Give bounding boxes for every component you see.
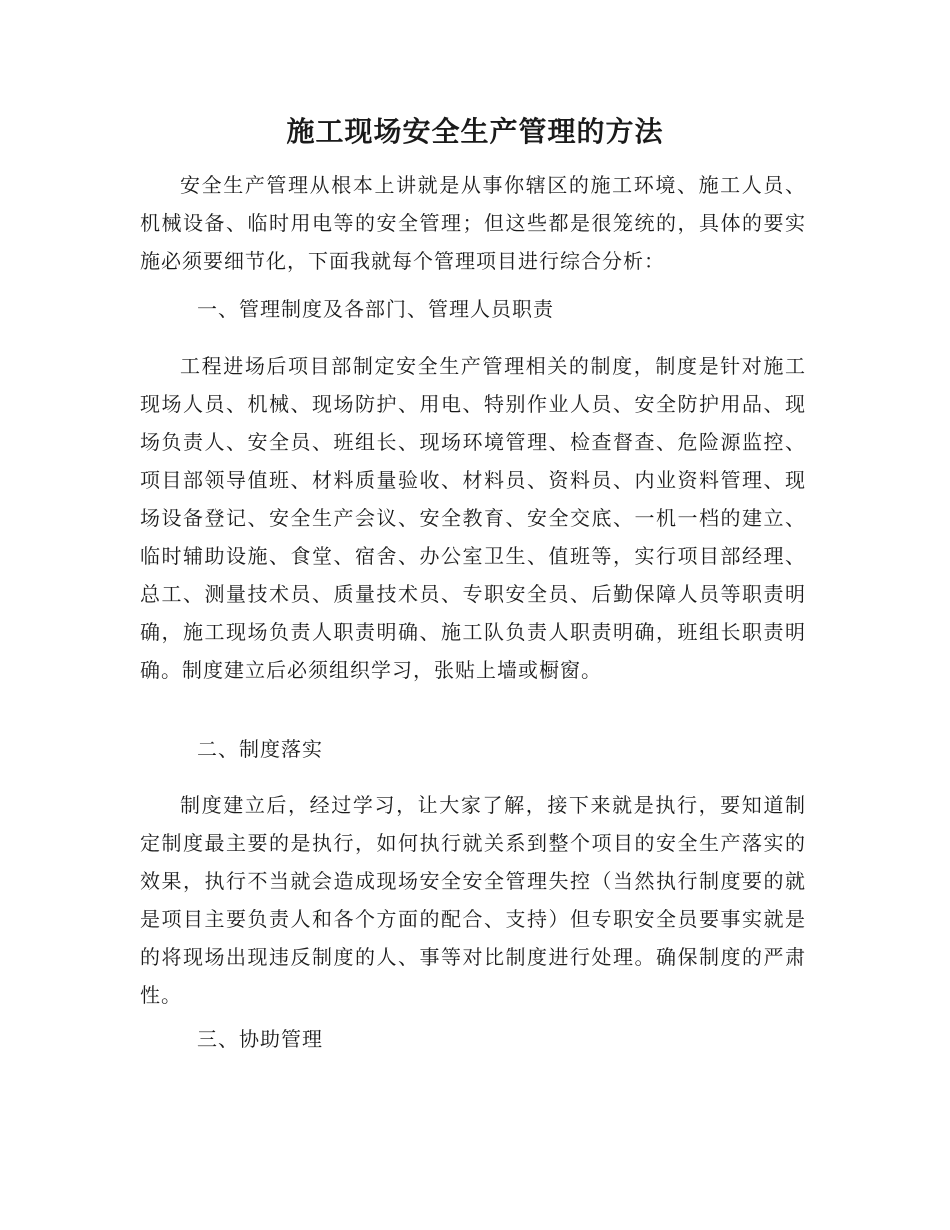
intro-paragraph: 安全生产管理从根本上讲就是从事你辖区的施工环境、施工人员、机械设备、临时用电等的安全管理；但这些都是很笼统的，具体的要实施必须要细节化，下面我就每个管理项目进行综合分析： <box>140 173 806 273</box>
section-body-2: 制度建立后，经过学习，让大家了解，接下来就是执行，要知道制定制度最主要的是执行，如何执行就关系到整个项目的安全生产落实的效果，执行不当就会造成现场安全安全管理失控（当然执行制度要的就是项目主要负责人和各个方面的配合、支持）但专职安全员要事实就是的将现场出现违反制度的人、事等对比制度进行处理。确保制度的严肃性。 <box>140 793 806 1007</box>
page-title: 施工现场安全生产管理的方法 <box>286 115 664 148</box>
section-heading-3: 三、协助管理 <box>197 1027 323 1051</box>
section-heading-2: 二、制度落实 <box>197 737 323 761</box>
section-heading-1: 一、管理制度及各部门、管理人员职责 <box>197 297 554 321</box>
section-body-1: 工程进场后项目部制定安全生产管理相关的制度，制度是针对施工现场人员、机械、现场防护、用电、特别作业人员、安全防护用品、现场负责人、安全员、班组长、现场环境管理、检查督查、危险源监控、项目部领导值班、材料质量验收、材料员、资料员、内业资料管理、现场设备登记、安全生产会议、安全教育、安全交底、一机一档的建立、临时辅助设施、食堂、宿舍、办公室卫生、值班等，实行项目部经理、总工、测量技术员、质量技术员、专职安全员、后勤保障人员等职责明确，施工现场负责人职责明确、施工队负责人职责明确，班组长职责明确。制度建立后必须组织学习，张贴上墙或橱窗。 <box>140 354 806 682</box>
